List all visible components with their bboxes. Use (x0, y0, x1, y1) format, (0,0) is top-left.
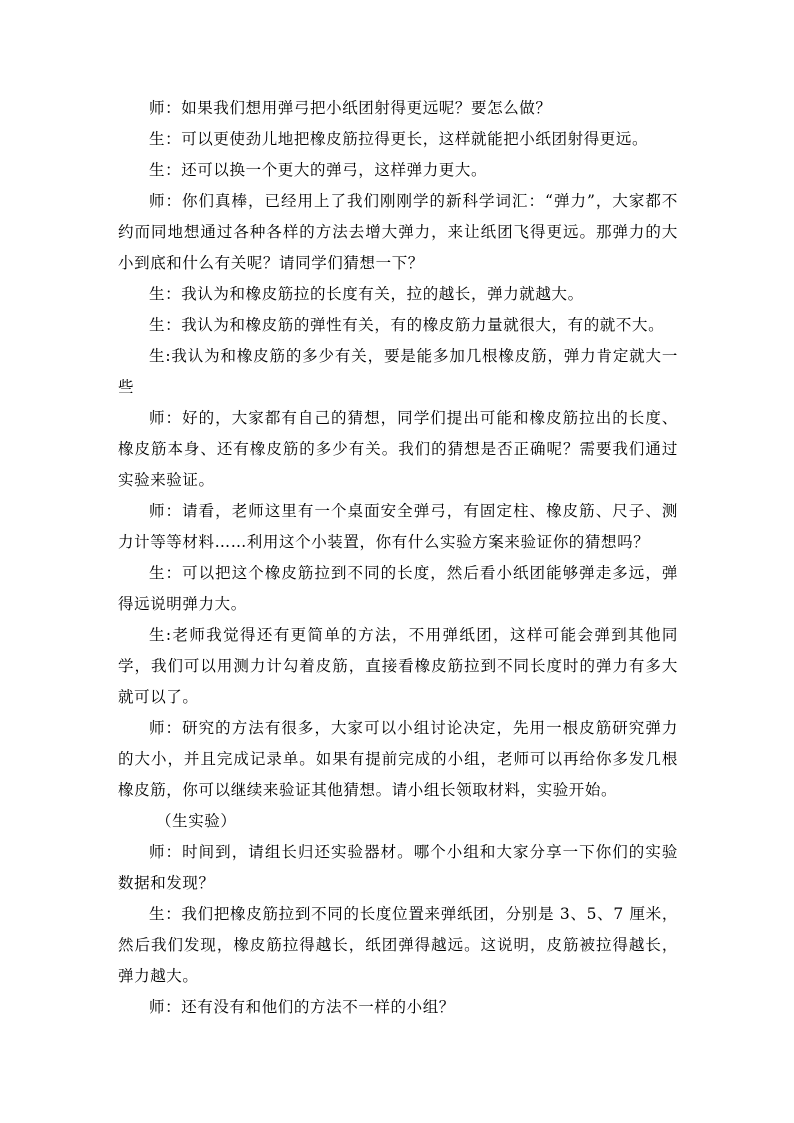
paragraph: 生：我们把橡皮筋拉到不同的长度位置来弹纸团，分别是 3、5、7 厘米，然后我们发现，橡皮筋拉得越长，纸团弹得越远。这说明，皮筋被拉得越长，弹力越大。 (118, 905, 678, 985)
paragraph: 师：好的，大家都有自己的猜想，同学们提出可能和橡皮筋拉出的长度、橡皮筋本身、还有橡皮筋的多少有关。我们的猜想是否正确呢？需要我们通过实验来验证。 (118, 409, 678, 489)
paragraph: 生：可以更使劲儿地把橡皮筋拉得更长，这样就能把小纸团射得更远。 (149, 130, 649, 148)
paragraph: 生：我认为和橡皮筋的弹性有关，有的橡皮筋力量就很大，有的就不大。 (149, 316, 665, 334)
paragraph: 师：如果我们想用弹弓把小纸团射得更远呢？要怎么做？ (149, 99, 552, 117)
paragraph: 师：你们真棒，已经用上了我们刚刚学的新科学词汇：“弹力”，大家都不约而同地想通过各种各样的方法去增大弹力，来让纸团飞得更远。那弹力的大小到底和什么有关呢？请同学们猜想一下？ (118, 192, 678, 272)
paragraph: 生：还可以换一个更大的弹弓，这样弹力更大。 (149, 161, 488, 179)
paragraph: 师：还有没有和他们的方法不一样的小组？ (149, 998, 455, 1016)
paragraph: 生：可以把这个橡皮筋拉到不同的长度，然后看小纸团能够弹走多远，弹得远说明弹力大。 (118, 564, 678, 613)
document-body (118, 93, 678, 1023)
paragraph: 生：我认为和橡皮筋拉的长度有关，拉的越长，弹力就越大。 (149, 285, 584, 303)
paragraph: 生:老师我觉得还有更简单的方法，不用弹纸团，这样可能会弹到其他同学，我们可以用测力计勾着皮筋，直接看橡皮筋拉到不同长度时的弹力有多大就可以了。 (118, 626, 678, 706)
paragraph: 师：请看，老师这里有一个桌面安全弹弓，有固定柱、橡皮筋、尺子、测力计等等材料……利用这个小装置，你有什么实验方案来验证你的猜想吗？ (118, 502, 678, 551)
paragraph: 师：研究的方法有很多，大家可以小组讨论决定，先用一根皮筋研究弹力的大小，并且完成记录单。如果有提前完成的小组，老师可以再给你多发几根橡皮筋，你可以继续来验证其他猜想。请小组长领取材料，实验开始。 (118, 719, 678, 799)
stage-direction: （生实验） (156, 812, 237, 830)
paragraph: 师：时间到，请组长归还实验器材。哪个小组和大家分享一下你们的实验数据和发现？ (118, 843, 678, 892)
paragraph: 生:我认为和橡皮筋的多少有关，要是能多加几根橡皮筋，弹力肯定就大一些 (118, 347, 678, 396)
